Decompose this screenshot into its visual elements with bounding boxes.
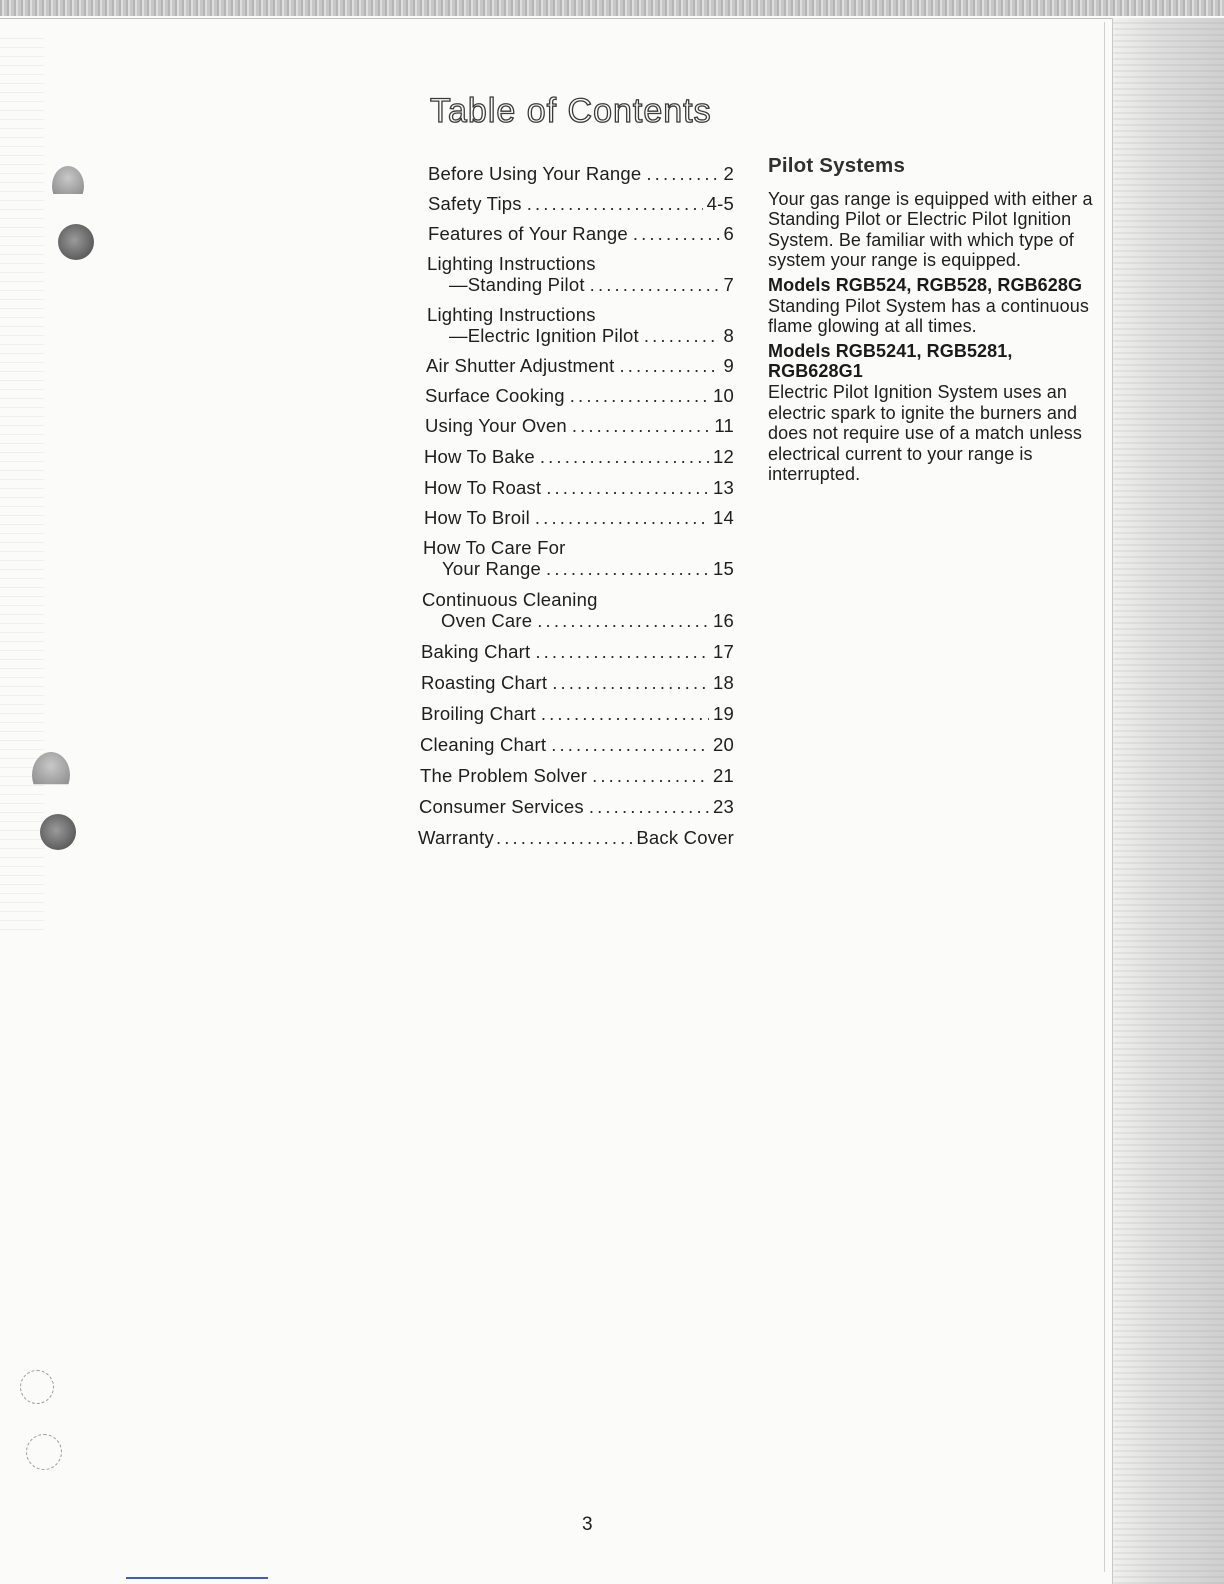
toc-page: 14 xyxy=(713,507,734,528)
scan-right-edge xyxy=(1112,18,1224,1584)
scan-bottom-rule xyxy=(126,1577,268,1579)
toc-entry xyxy=(420,765,734,786)
scan-top-band xyxy=(0,0,1224,16)
toc-entry xyxy=(427,253,734,295)
toc-label: How To Roast xyxy=(424,477,542,498)
toc-label: How To Care For xyxy=(423,537,566,558)
binder-hole-icon xyxy=(20,1370,54,1404)
scan-right-line xyxy=(1104,22,1105,1572)
toc-label: Baking Chart xyxy=(421,641,531,662)
toc-entry xyxy=(427,304,734,346)
toc-entry xyxy=(428,163,734,184)
toc-entry xyxy=(428,193,734,214)
scan-top-line xyxy=(0,18,1224,19)
toc-entry xyxy=(421,703,734,724)
toc-entry xyxy=(418,827,734,848)
toc-label: Warranty xyxy=(418,827,494,848)
page-number: 3 xyxy=(582,1514,593,1535)
toc-label: Lighting Instructions xyxy=(427,304,596,325)
binder-hole-icon xyxy=(52,166,84,206)
toc-label: Roasting Chart xyxy=(421,672,548,693)
toc-label: Features of Your Range xyxy=(428,223,628,244)
toc-page: 7 xyxy=(723,274,734,295)
toc-entry xyxy=(428,223,734,244)
toc-page: 12 xyxy=(713,446,734,467)
toc-sublabel: —Electric Ignition Pilot xyxy=(449,325,639,346)
toc-page: 11 xyxy=(714,415,734,436)
toc-sublabel: —Standing Pilot xyxy=(449,274,585,295)
toc-page: 4-5 xyxy=(706,193,734,214)
toc-label: Cleaning Chart xyxy=(420,734,547,755)
toc-label: Broiling Chart xyxy=(421,703,536,724)
toc-page: Back Cover xyxy=(636,827,734,848)
models-electric-pilot: Models RGB5241, RGB5281, RGB628G1 xyxy=(768,340,1013,382)
models-standing-pilot: Models RGB524, RGB528, RGB628G xyxy=(768,274,1083,295)
toc-sublabel: Oven Care xyxy=(441,610,533,631)
toc-entry xyxy=(424,507,734,528)
binder-hole-icon xyxy=(58,224,94,260)
toc-entry xyxy=(425,385,734,406)
toc-label: Safety Tips xyxy=(428,193,522,214)
toc-page: 16 xyxy=(713,610,734,631)
toc-page: 13 xyxy=(713,477,734,498)
toc-label: How To Bake xyxy=(424,446,535,467)
toc-page: 8 xyxy=(723,325,734,346)
pilot-systems-section xyxy=(768,156,1098,488)
toc-label: How To Broil xyxy=(424,507,530,528)
toc-sublabel: Your Range xyxy=(442,558,542,579)
toc-label: Before Using Your Range xyxy=(428,163,642,184)
toc-entry xyxy=(425,415,734,436)
toc-label: Lighting Instructions xyxy=(427,253,596,274)
electric-pilot-text: Electric Pilot Ignition System uses an electric spark to ignite the burners and does not require use of a match unless electrical current to your range is interrupted. xyxy=(768,381,1082,485)
toc-page: 6 xyxy=(723,223,734,244)
toc-label: Surface Cooking xyxy=(425,385,565,406)
toc-page: 9 xyxy=(723,355,734,376)
pilot-intro-text: Your gas range is equipped with either a Standing Pilot or Electric Pilot Ignition System. Be familiar with which type of system your range is equipped. xyxy=(768,188,1093,271)
scan-left-margin xyxy=(0,30,44,930)
toc-entry xyxy=(419,796,734,817)
toc-entry xyxy=(420,734,734,755)
toc-page: 20 xyxy=(713,734,734,755)
toc-label: Continuous Cleaning xyxy=(422,589,598,610)
toc-page: 15 xyxy=(713,558,734,579)
toc-label: The Problem Solver xyxy=(420,765,588,786)
toc-page: 21 xyxy=(713,765,734,786)
toc-entry xyxy=(424,477,734,498)
toc-label: Using Your Oven xyxy=(425,415,567,436)
toc-page: 17 xyxy=(713,641,734,662)
toc-entry xyxy=(423,537,734,579)
toc-entry xyxy=(421,641,734,662)
toc-page: 18 xyxy=(713,672,734,693)
binder-hole-icon xyxy=(40,814,76,850)
toc-page: 2 xyxy=(723,163,734,184)
section-heading: Pilot Systems xyxy=(768,154,906,177)
toc-entry xyxy=(424,446,734,467)
toc-entry xyxy=(422,589,734,631)
toc-entry xyxy=(426,355,734,376)
binder-hole-icon xyxy=(26,1434,62,1470)
toc-page: 23 xyxy=(713,796,734,817)
standing-pilot-text: Standing Pilot System has a continuous flame glowing at all times. xyxy=(768,295,1089,337)
toc-label: Air Shutter Adjustment xyxy=(426,355,615,376)
toc-page: 10 xyxy=(713,385,734,406)
toc-entry xyxy=(421,672,734,693)
toc-page: 19 xyxy=(713,703,734,724)
page-title: Table of Contents xyxy=(430,92,712,130)
toc-label: Consumer Services xyxy=(419,796,584,817)
